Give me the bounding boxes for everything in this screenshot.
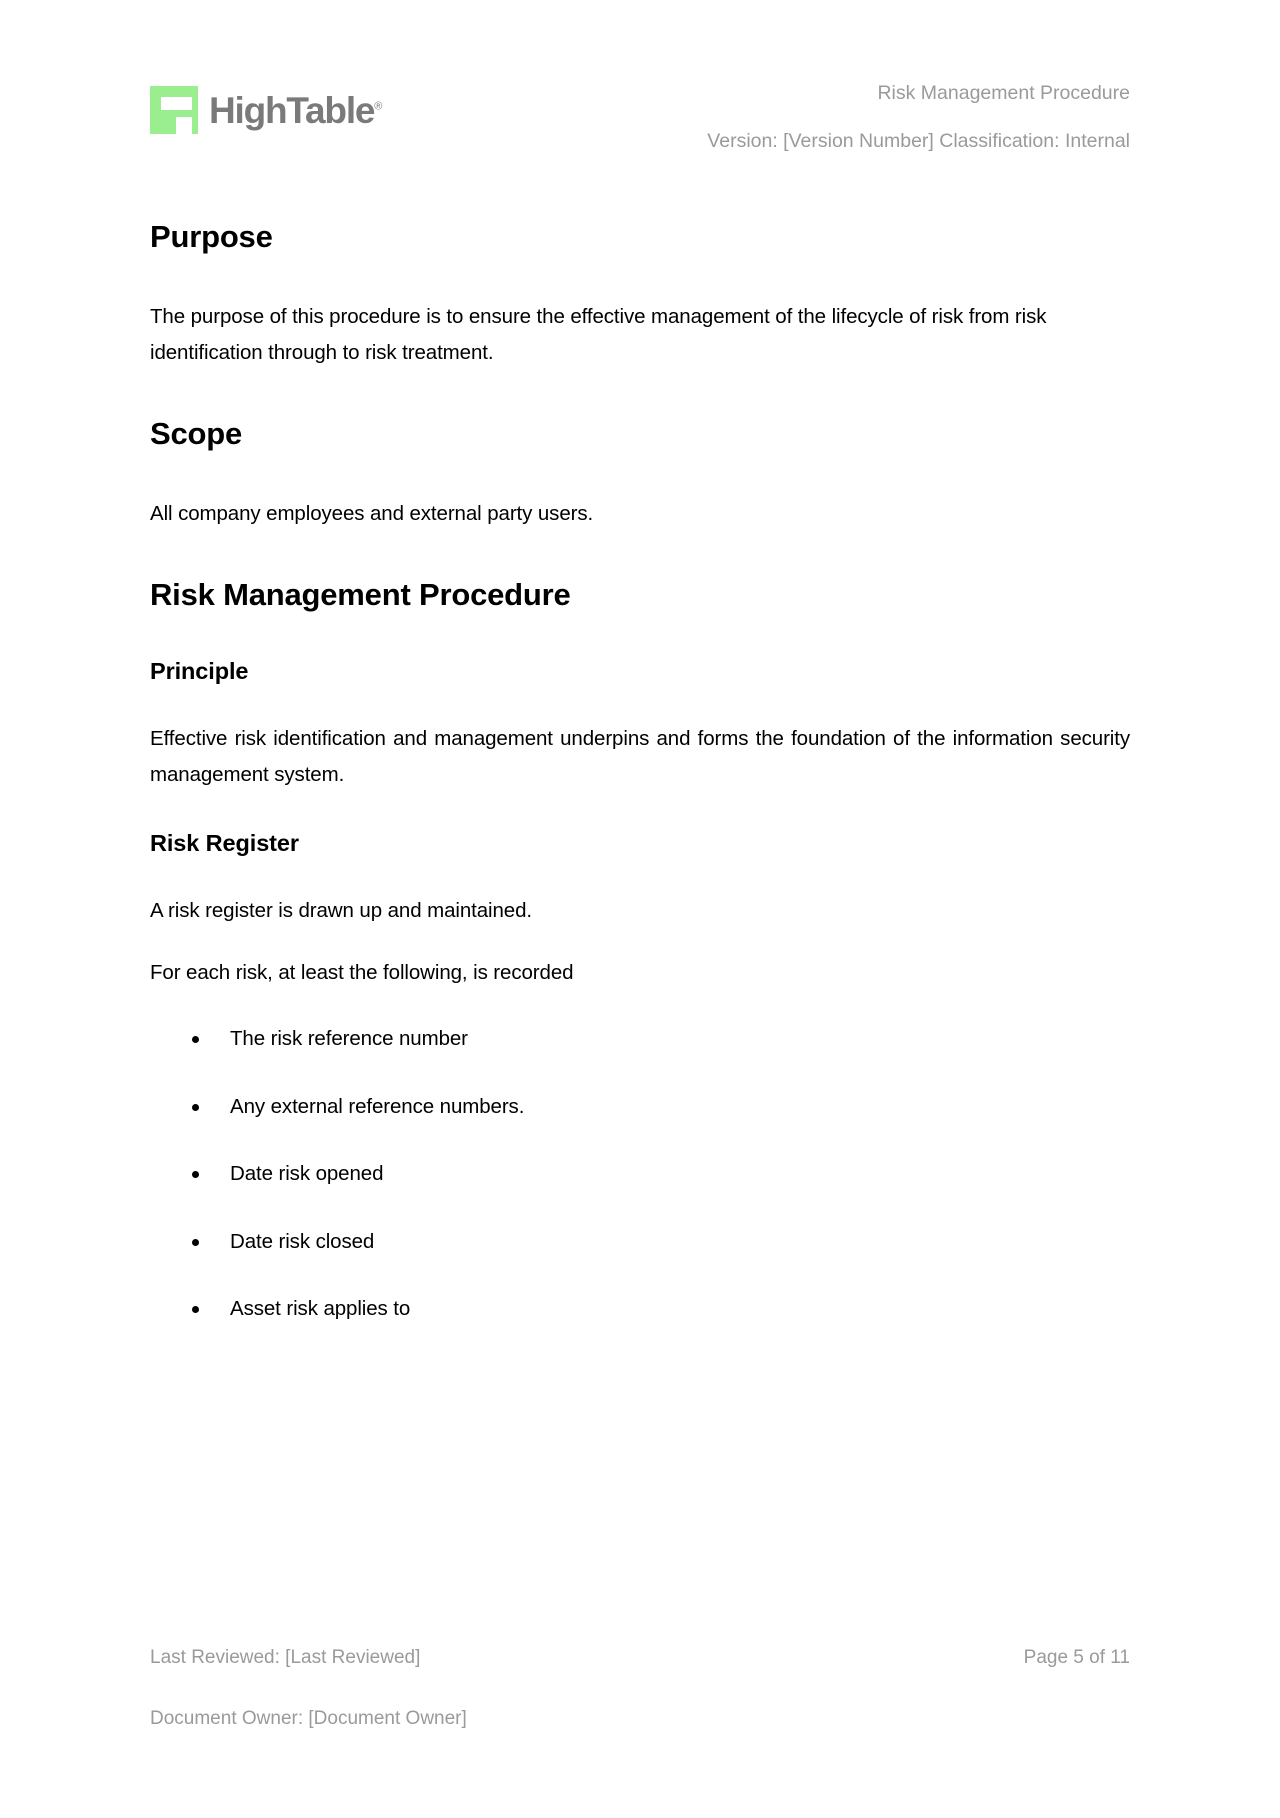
paragraph-scope: All company employees and external party users. — [150, 502, 594, 526]
paragraph-risk-register-intro: A risk register is drawn up and maintained. — [150, 899, 532, 923]
list-item-label: Asset risk applies to — [230, 1297, 411, 1321]
document-header — [150, 78, 1130, 151]
list-item — [150, 1230, 1130, 1255]
bullet-icon — [192, 1104, 199, 1111]
spacer — [150, 532, 1130, 576]
list-item-label: Date risk closed — [230, 1229, 375, 1253]
list-item — [150, 1027, 1130, 1052]
logo-square-shape — [176, 117, 192, 134]
bullet-icon — [192, 1171, 199, 1178]
heading-scope: Scope — [150, 415, 243, 451]
footer-document-owner: Document Owner: [Document Owner] — [150, 1708, 467, 1729]
footer-last-reviewed: Last Reviewed: [Last Reviewed] — [150, 1647, 421, 1668]
header-metadata — [707, 78, 1130, 151]
heading-principle: Principle — [150, 658, 249, 685]
paragraph-risk-register-list-intro: For each risk, at least the following, is recorded — [150, 961, 574, 985]
heading-purpose: Purpose — [150, 219, 273, 254]
list-item-label: Date risk opened — [230, 1162, 384, 1186]
footer-row-primary — [150, 1648, 1130, 1667]
document-body — [150, 218, 1130, 1322]
list-item-label: The risk reference number — [230, 1027, 468, 1051]
spacer — [150, 793, 1130, 829]
spacer — [150, 371, 1130, 415]
paragraph-principle: Effective risk identification and management underpins and forms the foundation of the information security management system. — [150, 727, 1130, 787]
logo-bar-shape — [161, 97, 192, 110]
spacer — [150, 929, 1130, 955]
bullet-icon — [192, 1239, 199, 1246]
document-footer — [150, 1648, 1130, 1728]
list-item-label: Any external reference numbers. — [230, 1094, 525, 1118]
spacer — [150, 857, 1130, 893]
heading-risk-register: Risk Register — [150, 830, 299, 857]
spacer — [150, 255, 1130, 299]
brand-logo — [150, 78, 382, 134]
list-item — [150, 1162, 1130, 1187]
brand-wordmark — [209, 89, 383, 131]
header-version-classification: Version: [Version Number] Classification: Internal — [707, 129, 1130, 152]
header-document-title: Risk Management Procedure — [877, 82, 1130, 104]
spacer — [150, 452, 1130, 496]
registered-trademark-icon: ® — [374, 100, 383, 113]
spacer — [150, 991, 1130, 1027]
hightable-logo-icon — [150, 86, 198, 134]
spacer — [150, 685, 1130, 721]
bullet-icon — [192, 1306, 199, 1313]
brand-name: HighTable — [209, 89, 375, 131]
risk-register-fields-list — [150, 1027, 1130, 1322]
heading-risk-management-procedure: Risk Management Procedure — [150, 577, 571, 612]
spacer — [150, 613, 1130, 657]
footer-row-secondary — [150, 1709, 1130, 1728]
list-item — [150, 1297, 1130, 1322]
bullet-icon — [192, 1036, 199, 1043]
list-item — [150, 1095, 1130, 1120]
paragraph-purpose: The purpose of this procedure is to ensure the effective management of the lifecycle of risk from risk identification through to risk treatment. — [150, 305, 1047, 365]
footer-page-number: Page 5 of 11 — [1023, 1647, 1130, 1668]
